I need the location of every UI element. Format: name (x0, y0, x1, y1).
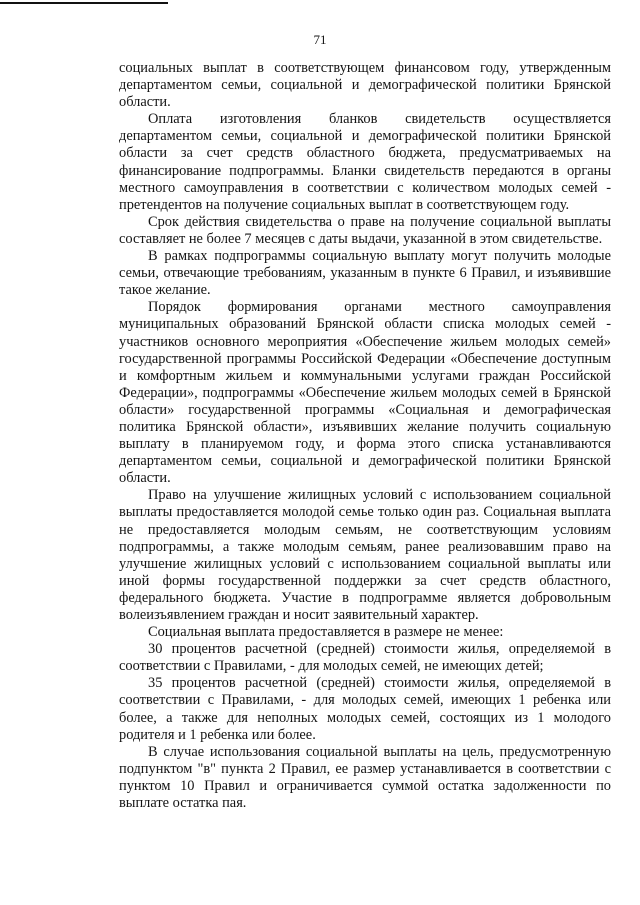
paragraph-7: Социальная выплата предоставляется в размере не менее: (148, 624, 504, 641)
document-body (119, 60, 611, 812)
paragraph-3: Срок действия свидетельства о праве на получение социальной выплаты составляет не более 7 месяцев с даты выдачи, указанной в этом свидетельстве. (119, 213, 611, 247)
paragraph-6: Право на улучшение жилищных условий с использованием социальной выплаты предоставляется молодой семье только один раз. Социальная выплата не предоставляется молодым семьям, не соответствующим условиям подпрограммы, а также молодым семьям, ранее реализовавшим право на улучшение жилищных условий с использованием социальной выплаты или иной формы государственной поддержки за счет средств областного, федерального бюджета. Участие в подпрограмме является добровольным волеизъявлением граждан и носит заявительный характер. (119, 487, 611, 623)
paragraph-2: Оплата изготовления бланков свидетельств осуществляется департаментом семьи, социальной и демографической политики Брянской области за счет средств областного бюджета, предусматриваемых на финансирование подпрограммы. Бланки свидетельств передаются в органы местного самоуправления в соответствии с количеством молодых семей - претендентов на получение социальных выплат в соответствующем году. (119, 111, 611, 213)
paragraph-1: социальных выплат в соответствующем финансовом году, утвержденным департаментом семьи, социальной и демографической политики Брянской области. (119, 60, 611, 111)
paragraph-8: 30 процентов расчетной (средней) стоимости жилья, определяемой в соответствии с Правилами, - для молодых семей, не имеющих детей; (119, 641, 611, 675)
paragraph-4: В рамках подпрограммы социальную выплату могут получить молодые семьи, отвечающие требованиям, указанным в пункте 6 Правил, и изъявившие такое желание. (119, 248, 611, 299)
top-rule (0, 2, 168, 4)
paragraph-5: Порядок формирования органами местного самоуправления муниципальных образований Брянской области списка молодых семей - участников основного мероприятия «Обеспечение жильем молодых семей» государственной программы Российской Федерации «Обеспечение доступным и комфортным жильем и коммунальными услугами граждан Российской Федерации», подпрограммы «Обеспечение жильем молодых семей в Брянской области» государственной программы «Социальная и демографическая политика Брянской области», изъявивших желание получить социальную выплату в планируемом году, и форма этого списка устанавливаются департаментом семьи, социальной и демографической политики Брянской области. (119, 299, 611, 487)
paragraph-10: В случае использования социальной выплаты на цель, предусмотренную подпунктом "в" пункта 2 Правил, ее размер устанавливается в соответствии с пунктом 10 Правил и ограничивается суммой остатка задолженности по выплате остатка пая. (119, 743, 611, 812)
paragraph-9: 35 процентов расчетной (средней) стоимости жилья, определяемой в соответствии с Правилами, - для молодых семей, имеющих 1 ребенка или более, а также для неполных молодых семей, состоящих из 1 молодого родителя и 1 ребенка или более. (119, 675, 611, 743)
page-number: 71 (313, 32, 327, 47)
